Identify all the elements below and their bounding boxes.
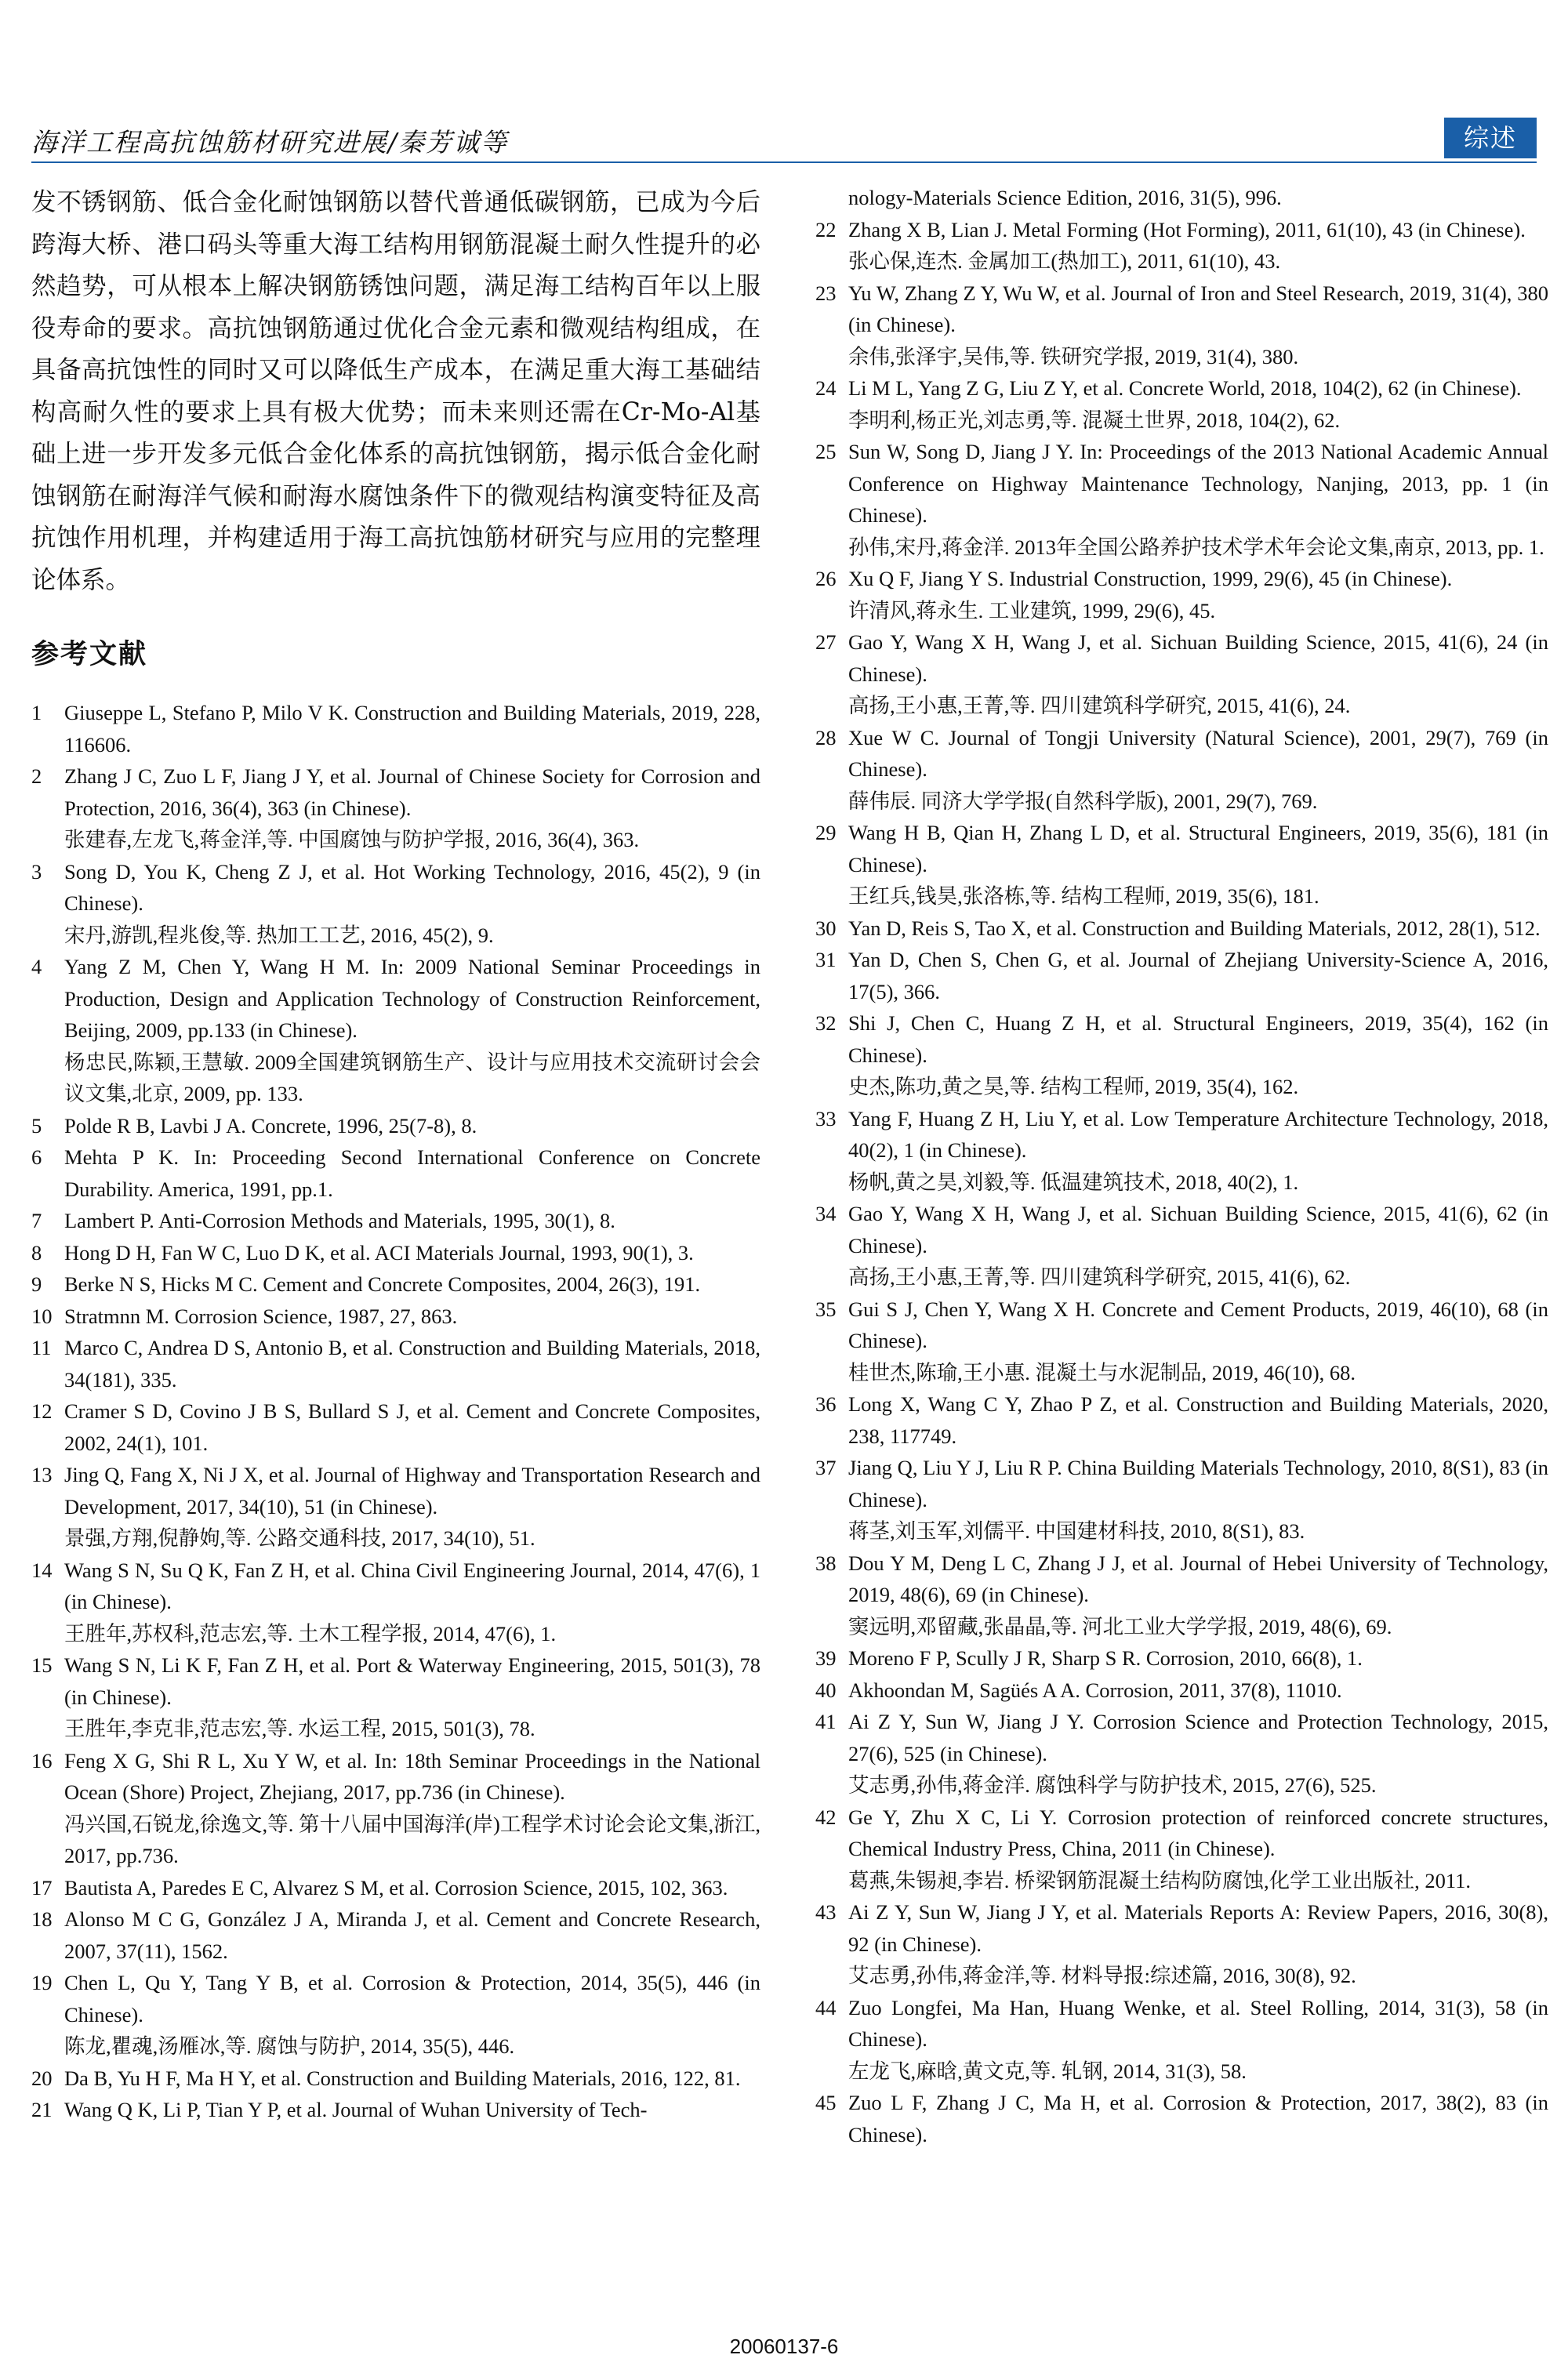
reference-number: 44 bbox=[815, 1995, 837, 2019]
reference-number: 42 bbox=[815, 1805, 837, 1829]
running-title: 海洋工程高抗蚀筋材研究进展/秦芳诚等 bbox=[31, 127, 509, 158]
reference-item bbox=[815, 372, 1548, 436]
reference-text: Chen L, Qu Y, Tang Y B, et al. Corrosion & Protection, 2014, 35(5), 446 (in Chinese). bbox=[64, 1971, 760, 2026]
reference-chinese-text: 张心保,连杰. 金属加工(热加工), 2011, 61(10), 43. bbox=[848, 249, 1281, 273]
reference-chinese-text: 李明利,杨正光,刘志勇,等. 混凝土世界, 2018, 104(2), 62. bbox=[848, 408, 1341, 432]
reference-number: 40 bbox=[815, 1678, 837, 1702]
reference-text: Stratmnn M. Corrosion Science, 1987, 27, 863. bbox=[64, 1304, 458, 1328]
reference-text: Da B, Yu H F, Ma H Y, et al. Construction and Building Materials, 2016, 122, 81. bbox=[64, 2066, 741, 2090]
reference-chinese-text: 高扬,王小惠,王菁,等. 四川建筑科学研究, 2015, 41(6), 24. bbox=[848, 694, 1351, 717]
reference-item bbox=[31, 1745, 760, 1872]
reference-text: Wang H B, Qian H, Zhang L D, et al. Structural Engineers, 2019, 35(6), 181 (in Chinese). bbox=[848, 821, 1548, 876]
reference-number: 7 bbox=[31, 1209, 42, 1232]
reference-text: Wang S N, Su Q K, Fan Z H, et al. China Civil Engineering Journal, 2014, 47(6), 1 (in Chinese). bbox=[64, 1558, 760, 1613]
reference-number: 33 bbox=[815, 1106, 837, 1130]
reference-text: Gui S J, Chen Y, Wang X H. Concrete and Cement Products, 2019, 46(10), 68 (in Chinese). bbox=[848, 1297, 1548, 1352]
reference-chinese-text: 艾志勇,孙伟,蒋金洋,等. 材料导报:综述篇, 2016, 30(8), 92. bbox=[848, 1964, 1356, 1987]
reference-text: Lambert P. Anti-Corrosion Methods and Materials, 1995, 30(1), 8. bbox=[64, 1209, 615, 1232]
reference-text: Cramer S D, Covino J B S, Bullard S J, et al. Cement and Concrete Composites, 2002, 24(1), 101. bbox=[64, 1399, 760, 1455]
reference-chinese-text: 左龙飞,麻晗,黄文克,等. 轧钢, 2014, 31(3), 58. bbox=[848, 2059, 1247, 2083]
reference-text: Yang Z M, Chen Y, Wang H M. In: 2009 National Seminar Proceedings in Production, Design and Application Technology of Construction Reinforcement, Beijing, 2009, pp.133 (in Chinese). bbox=[64, 955, 760, 1042]
reference-number: 4 bbox=[31, 955, 42, 978]
reference-chinese-text: 史杰,陈功,黄之昊,等. 结构工程师, 2019, 35(4), 162. bbox=[848, 1075, 1299, 1098]
reference-chinese-text: 薛伟辰. 同济大学学报(自然科学版), 2001, 29(7), 769. bbox=[848, 789, 1318, 813]
reference-number: 25 bbox=[815, 440, 837, 463]
reference-chinese-text: 宋丹,游凯,程兆俊,等. 热加工工艺, 2016, 45(2), 9. bbox=[64, 923, 494, 947]
reference-text: Akhoondan M, Sagüés A A. Corrosion, 2011, 37(8), 11010. bbox=[848, 1678, 1342, 1702]
reference-item bbox=[31, 697, 760, 760]
reference-text: Jing Q, Fang X, Ni J X, et al. Journal of Highway and Transportation Research and Development, 2017, 34(10), 51 (in Chinese). bbox=[64, 1463, 760, 1519]
reference-chinese-text: 陈龙,瞿魂,汤雁冰,等. 腐蚀与防护, 2014, 35(5), 446. bbox=[64, 2034, 515, 2058]
reference-number: 37 bbox=[815, 1456, 837, 1479]
reference-item bbox=[31, 1301, 760, 1333]
reference-item bbox=[31, 2063, 760, 2095]
reference-text: Gao Y, Wang X H, Wang J, et al. Sichuan Building Science, 2015, 41(6), 62 (in Chinese). bbox=[848, 1202, 1548, 1257]
reference-text: Mehta P K. In: Proceeding Second International Conference on Concrete Durability. America, 1991, pp.1. bbox=[64, 1145, 760, 1201]
reference-text: Wang Q K, Li P, Tian Y P, et al. Journal of Wuhan University of Tech- bbox=[64, 2098, 648, 2121]
reference-item bbox=[815, 436, 1548, 563]
reference-item bbox=[815, 1992, 1548, 2088]
reference-chinese-text: 景强,方翔,倪静姁,等. 公路交通科技, 2017, 34(10), 51. bbox=[64, 1526, 535, 1550]
reference-text: Ge Y, Zhu X C, Li Y. Corrosion protection of reinforced concrete structures, Chemical Industry Press, China, 2011 (in Chinese). bbox=[848, 1805, 1548, 1860]
reference-text: Zhang J C, Zuo L F, Jiang J Y, et al. Journal of Chinese Society for Corrosion and Protection, 2016, 36(4), 363 (in Chinese). bbox=[64, 764, 760, 820]
reference-text: Long X, Wang C Y, Zhao P Z, et al. Construction and Building Materials, 2020, 238, 117749. bbox=[848, 1392, 1548, 1448]
reference-item bbox=[815, 913, 1548, 945]
references-heading: 参考文献 bbox=[31, 639, 148, 670]
reference-number: 15 bbox=[31, 1653, 53, 1677]
reference-item bbox=[815, 1198, 1548, 1294]
reference-item bbox=[31, 1903, 760, 1967]
reference-number: 43 bbox=[815, 1900, 837, 1924]
reference-item bbox=[815, 1706, 1548, 1802]
header-divider bbox=[31, 161, 1537, 163]
reference-item bbox=[31, 1459, 760, 1555]
reference-text: Yang F, Huang Z H, Liu Y, et al. Low Temperature Architecture Technology, 2018, 40(2), 1 (in Chinese). bbox=[848, 1106, 1548, 1162]
reference-item bbox=[31, 1110, 760, 1142]
reference-text: Zhang X B, Lian J. Metal Forming (Hot Forming), 2011, 61(10), 43 (in Chinese). bbox=[848, 217, 1526, 241]
reference-item bbox=[815, 1294, 1548, 1389]
reference-item bbox=[31, 1332, 760, 1395]
reference-text: Ai Z Y, Sun W, Jiang J Y, et al. Materials Reports A: Review Papers, 2016, 30(8), 92 (in Chinese). bbox=[848, 1900, 1548, 1956]
reference-text: Jiang Q, Liu Y J, Liu R P. China Building Materials Technology, 2010, 8(S1), 83 (in Chinese). bbox=[848, 1456, 1548, 1511]
reference-number: 45 bbox=[815, 2091, 837, 2114]
reference-item bbox=[31, 1237, 760, 1269]
reference-number: 13 bbox=[31, 1463, 53, 1486]
reference-item bbox=[31, 1649, 760, 1745]
reference-chinese-text: 王红兵,钱昊,张洛栋,等. 结构工程师, 2019, 35(6), 181. bbox=[848, 884, 1319, 908]
reference-text: Shi J, Chen C, Huang Z H, et al. Structural Engineers, 2019, 35(4), 162 (in Chinese). bbox=[848, 1011, 1548, 1067]
reference-number: 5 bbox=[31, 1113, 42, 1138]
reference-item bbox=[815, 1452, 1548, 1548]
reference-item bbox=[815, 2087, 1548, 2150]
reference-item bbox=[815, 1388, 1548, 1452]
reference-item bbox=[31, 951, 760, 1110]
reference-number: 2 bbox=[31, 764, 42, 788]
reference-number: 35 bbox=[815, 1297, 837, 1321]
reference-number: 26 bbox=[815, 567, 837, 590]
reference-chinese-text: 蒋茎,刘玉军,刘儒平. 中国建材科技, 2010, 8(S1), 83. bbox=[848, 1519, 1305, 1543]
reference-item bbox=[815, 214, 1548, 278]
reference-number: 11 bbox=[31, 1336, 52, 1359]
reference-text: Hong D H, Fan W C, Luo D K, et al. ACI Materials Journal, 1993, 90(1), 3. bbox=[64, 1240, 694, 1265]
reference-item bbox=[31, 1141, 760, 1205]
reference-chinese-text: 杨忠民,陈颖,王慧敏. 2009全国建筑钢筋生产、设计与应用技术交流研讨会会议文集,北京, 2009, pp. 133. bbox=[64, 1050, 760, 1105]
reference-list-left bbox=[31, 697, 760, 2126]
reference-number: 10 bbox=[31, 1304, 53, 1328]
reference-number: 19 bbox=[31, 1971, 53, 1994]
reference-item bbox=[815, 1548, 1548, 1643]
reference-item bbox=[815, 1896, 1548, 1992]
reference-item bbox=[815, 563, 1548, 626]
reference-number: 1 bbox=[31, 701, 42, 724]
reference-number: 34 bbox=[815, 1202, 837, 1225]
reference-number: 6 bbox=[31, 1145, 42, 1169]
right-column bbox=[815, 182, 1548, 2150]
reference-chinese-text: 许清风,蒋永生. 工业建筑, 1999, 29(6), 45. bbox=[848, 598, 1216, 622]
reference-item bbox=[815, 1103, 1548, 1199]
reference-number: 41 bbox=[815, 1710, 837, 1733]
reference-chinese-text: 王胜年,李克非,范志宏,等. 水运工程, 2015, 501(3), 78. bbox=[64, 1717, 535, 1740]
reference-item bbox=[815, 1642, 1548, 1675]
reference-continuation: nology-Materials Science Edition, 2016, 31(5), 996. bbox=[848, 186, 1282, 209]
reference-number: 24 bbox=[815, 376, 837, 400]
reference-number: 21 bbox=[31, 2098, 53, 2121]
reference-text: Dou Y M, Deng L C, Zhang J J, et al. Journal of Hebei University of Technology, 2019, 48(6), 69 (in Chinese). bbox=[848, 1551, 1548, 1606]
reference-list-right bbox=[815, 214, 1548, 2151]
reference-text: Polde R B, Lavbi J A. Concrete, 1996, 25(7-8), 8. bbox=[64, 1113, 477, 1138]
running-header bbox=[31, 118, 1537, 166]
reference-chinese-text: 桂世杰,陈瑜,王小惠. 混凝土与水泥制品, 2019, 46(10), 68. bbox=[848, 1360, 1356, 1384]
reference-number: 38 bbox=[815, 1551, 837, 1575]
reference-item bbox=[815, 626, 1548, 722]
reference-text: Yan D, Chen S, Chen G, et al. Journal of Zhejiang University-Science A, 2016, 17(5), 366. bbox=[848, 948, 1548, 1003]
reference-number: 28 bbox=[815, 725, 837, 749]
reference-text: Xu Q F, Jiang Y S. Industrial Construction, 1999, 29(6), 45 (in Chinese). bbox=[848, 567, 1453, 590]
reference-number: 9 bbox=[31, 1272, 42, 1296]
reference-chinese-text: 高扬,王小惠,王菁,等. 四川建筑科学研究, 2015, 41(6), 62. bbox=[848, 1265, 1351, 1289]
reference-number: 8 bbox=[31, 1240, 42, 1265]
reference-item bbox=[815, 944, 1548, 1007]
reference-text: Wang S N, Li K F, Fan Z H, et al. Port & Waterway Engineering, 2015, 501(3), 78 (in Chinese). bbox=[64, 1653, 760, 1709]
reference-number: 16 bbox=[31, 1748, 53, 1772]
reference-number: 14 bbox=[31, 1558, 53, 1582]
reference-item bbox=[31, 1205, 760, 1237]
reference-item bbox=[31, 1395, 760, 1459]
reference-chinese-text: 艾志勇,孙伟,蒋金洋. 腐蚀科学与防护技术, 2015, 27(6), 525. bbox=[848, 1773, 1377, 1797]
reference-number: 20 bbox=[31, 2066, 53, 2090]
reference-number: 27 bbox=[815, 630, 837, 654]
reference-number: 23 bbox=[815, 281, 837, 305]
reference-number: 36 bbox=[815, 1392, 837, 1416]
reference-number: 18 bbox=[31, 1907, 53, 1931]
reference-text: Yan D, Reis S, Tao X, et al. Construction and Building Materials, 2012, 28(1), 512. bbox=[848, 916, 1541, 940]
reference-item bbox=[31, 856, 760, 952]
reference-item bbox=[31, 2094, 760, 2126]
reference-text: Berke N S, Hicks M C. Cement and Concrete Composites, 2004, 26(3), 191. bbox=[64, 1272, 701, 1296]
reference-text: Li M L, Yang Z G, Liu Z Y, et al. Concrete World, 2018, 104(2), 62 (in Chinese). bbox=[848, 376, 1522, 400]
reference-text: Ai Z Y, Sun W, Jiang J Y. Corrosion Science and Protection Technology, 2015, 27(6), 525 (in Chinese). bbox=[848, 1710, 1548, 1765]
reference-text: Marco C, Andrea D S, Antonio B, et al. Construction and Building Materials, 2018, 34(181), 335. bbox=[64, 1336, 760, 1392]
reference-item bbox=[31, 1268, 760, 1301]
reference-chinese-text: 窦远明,邓留藏,张晶晶,等. 河北工业大学学报, 2019, 48(6), 69. bbox=[848, 1614, 1392, 1638]
reference-number: 32 bbox=[815, 1011, 837, 1035]
section-badge: 综述 bbox=[1444, 118, 1537, 158]
reference-chinese-text: 余伟,张泽宇,吴伟,等. 铁研究学报, 2019, 31(4), 380. bbox=[848, 344, 1299, 368]
page-code: 20060137-6 bbox=[729, 2335, 839, 2358]
reference-text: Gao Y, Wang X H, Wang J, et al. Sichuan Building Science, 2015, 41(6), 24 (in Chinese). bbox=[848, 630, 1548, 686]
reference-text: Xue W C. Journal of Tongji University (Natural Science), 2001, 29(7), 769 (in Chinese). bbox=[848, 725, 1548, 781]
reference-text: Giuseppe L, Stefano P, Milo V K. Construction and Building Materials, 2019, 228, 116606. bbox=[64, 701, 760, 757]
reference-number: 31 bbox=[815, 948, 837, 971]
reference-number: 3 bbox=[31, 859, 42, 884]
reference-chinese-text: 王胜年,苏权科,范志宏,等. 土木工程学报, 2014, 47(6), 1. bbox=[64, 1621, 557, 1645]
reference-item bbox=[815, 1802, 1548, 1897]
reference-item bbox=[815, 278, 1548, 373]
reference-number: 29 bbox=[815, 821, 837, 844]
reference-text: Feng X G, Shi R L, Xu Y W, et al. In: 18th Seminar Proceedings in the National Ocean (Shore) Project, Zhejiang, 2017, pp.736 (in Chinese). bbox=[64, 1748, 760, 1804]
reference-item bbox=[815, 817, 1548, 913]
conclusion-paragraph: 发不锈钢筋、低合金化耐蚀钢筋以替代普通低碳钢筋，已成为今后跨海大桥、港口码头等重大海工结构用钢筋混凝土耐久性提升的必然趋势，可从根本上解决钢筋锈蚀问题，满足海工结构百年以上服役寿命的要求。高抗蚀钢筋通过优化合金元素和微观结构组成，在具备高抗蚀性的同时又可以降低生产成本，在满足重大海工基础结构高耐久性的要求上具有极大优势；而未来则还需在Cr-Mo-Al基础上进一步开发多元低合金化体系的高抗蚀钢筋，揭示低合金化耐蚀钢筋在耐海洋气候和耐海水腐蚀条件下的微观结构演变特征及高抗蚀作用机理，并构建适用于海工高抗蚀筋材研究与应用的完整理论体系。 bbox=[31, 188, 760, 594]
reference-number: 17 bbox=[31, 1875, 53, 1899]
reference-chinese-text: 孙伟,宋丹,蒋金洋. 2013年全国公路养护技术学术年会论文集,南京, 2013, pp. 1. bbox=[848, 535, 1544, 559]
reference-chinese-text: 冯兴国,石锐龙,徐逸文,等. 第十八届中国海洋(岸)工程学术讨论会论文集,浙江, 2017, pp.736. bbox=[64, 1812, 760, 1867]
reference-chinese-text: 杨帆,黄之昊,刘毅,等. 低温建筑技术, 2018, 40(2), 1. bbox=[848, 1170, 1299, 1194]
reference-number: 30 bbox=[815, 916, 837, 940]
reference-text: Sun W, Song D, Jiang J Y. In: Proceedings of the 2013 National Academic Annual Conference on Highway Maintenance Technology, Nanjing, 2013, pp. 1 (in Chinese). bbox=[848, 440, 1548, 527]
reference-text: Song D, You K, Cheng Z J, et al. Hot Working Technology, 2016, 45(2), 9 (in Chinese). bbox=[64, 859, 760, 915]
reference-text: Zuo L F, Zhang J C, Ma H, et al. Corrosion & Protection, 2017, 38(2), 83 (in Chinese). bbox=[848, 2091, 1548, 2146]
reference-number: 22 bbox=[815, 217, 837, 241]
reference-item bbox=[31, 1555, 760, 1650]
left-column bbox=[31, 182, 760, 2126]
reference-text: Moreno F P, Scully J R, Sharp S R. Corrosion, 2010, 66(8), 1. bbox=[848, 1646, 1363, 1670]
reference-number: 12 bbox=[31, 1399, 53, 1423]
reference-item bbox=[815, 722, 1548, 818]
reference-chinese-text: 张建春,左龙飞,蒋金洋,等. 中国腐蚀与防护学报, 2016, 36(4), 363. bbox=[64, 828, 640, 851]
reference-item bbox=[815, 1675, 1548, 1707]
reference-text: Zuo Longfei, Ma Han, Huang Wenke, et al. Steel Rolling, 2014, 31(3), 58 (in Chinese). bbox=[848, 1995, 1548, 2051]
reference-item bbox=[31, 760, 760, 856]
reference-text: Yu W, Zhang Z Y, Wu W, et al. Journal of Iron and Steel Research, 2019, 31(4), 380 (in Chinese). bbox=[848, 281, 1548, 336]
reference-item bbox=[31, 1872, 760, 1904]
reference-text: Bautista A, Paredes E C, Alvarez S M, et al. Corrosion Science, 2015, 102, 363. bbox=[64, 1875, 728, 1899]
reference-number: 39 bbox=[815, 1646, 837, 1670]
reference-chinese-text: 葛燕,朱锡昶,李岩. 桥梁钢筋混凝土结构防腐蚀,化学工业出版社, 2011. bbox=[848, 1868, 1472, 1892]
reference-item bbox=[815, 1007, 1548, 1103]
reference-text: Alonso M C G, González J A, Miranda J, et al. Cement and Concrete Research, 2007, 37(11), 1562. bbox=[64, 1907, 760, 1963]
reference-item bbox=[31, 1967, 760, 2063]
